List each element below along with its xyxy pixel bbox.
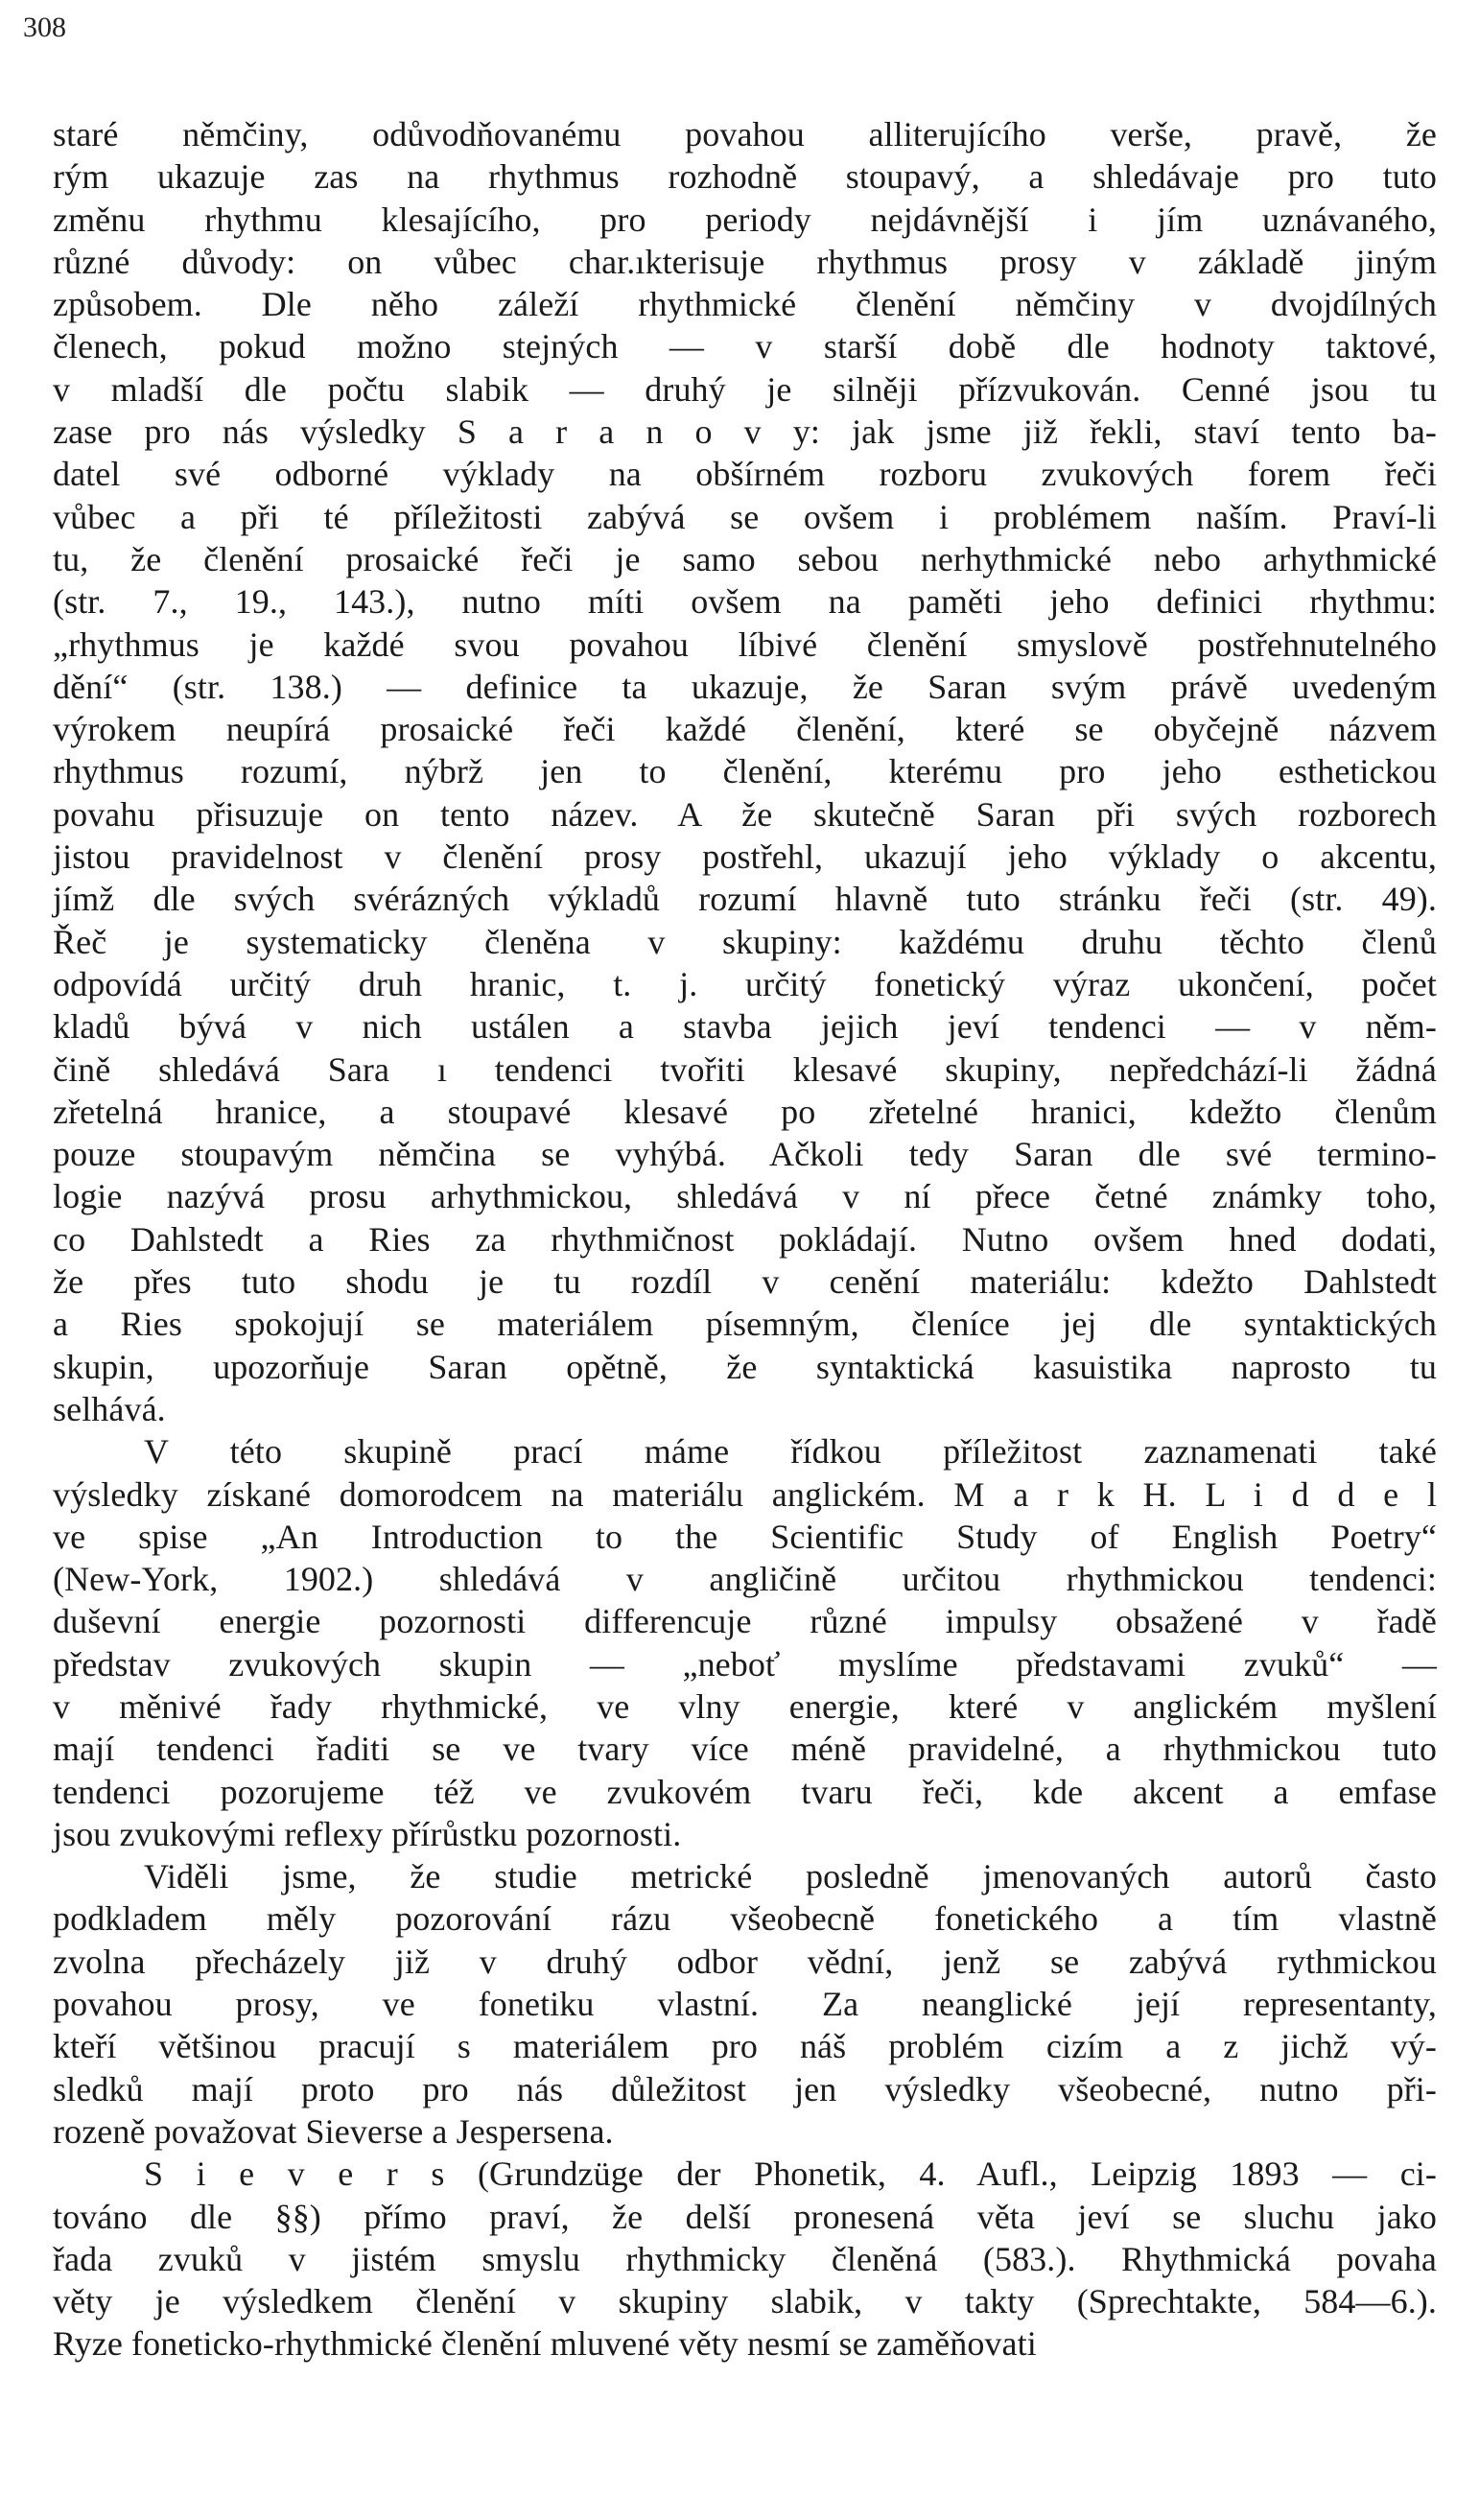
paragraph <box>53 1855 1437 2153</box>
text-line: Ryze foneticko-rhythmické členění mluvené věty nesmí se zaměňovati <box>53 2324 1037 2364</box>
page-number: 308 <box>23 12 66 43</box>
text-line: tu, že členění prosaické řeči je samo sebou nerhythmické nebo arhythmické <box>53 539 1437 578</box>
text-line: kladů bývá v nich ustálen a stavba jejich jeví tendenci — v něm- <box>53 1007 1437 1047</box>
text-line: jsou zvukovými reflexy přírůstku pozornosti. <box>53 1814 682 1853</box>
paragraph <box>53 1430 1437 1855</box>
text-line: výsledky získané domorodcem na materiálu anglickém. M a r k H. L i d d e l <box>53 1474 1437 1514</box>
text-line: staré němčiny, odůvodňovanému povahou alliterujícího verše, pravě, že <box>53 115 1437 153</box>
text-line: rým ukazuje zas na rhythmus rozhodně stoupavý, a shledávaje pro tuto <box>53 157 1437 197</box>
text-line: pouze stoupavým němčina se vyhýbá. Ačkoli tedy Saran dle své termino- <box>53 1135 1437 1174</box>
text-line: dění“ (str. 138.) — definice ta ukazuje, že Saran svým právě uvedeným <box>53 667 1437 706</box>
text-line: datel své odborné výklady na obšírném rozboru zvukových forem řeči <box>53 455 1437 494</box>
text-line: skupin, upozorňuje Saran opětně, že syntaktická kasuistika naprosto tu <box>53 1347 1437 1386</box>
text-line: rozeně považovat Sieverse a Jespersena. <box>53 2111 614 2151</box>
text-line: povahou prosy, ve fonetiku vlastní. Za neanglické její representanty, <box>53 1985 1437 2024</box>
text-line: ve spise „An Introduction to the Scientific Study of English Poetry“ <box>53 1517 1437 1556</box>
text-line: (New-York, 1902.) shledává v angličině určitou rhythmickou tendenci: <box>53 1560 1437 1599</box>
text-line: členech, pokud možno stejných — v starší době dle hodnoty taktové, <box>53 327 1437 366</box>
text-line: „rhythmus je každé svou povahou líbivé členění smyslově postřehnutelného <box>53 624 1437 664</box>
text-line: tendenci pozorujeme též ve zvukovém tvaru řeči, kde akcent a emfase <box>53 1772 1437 1811</box>
text-line: změnu rhythmu klesajícího, pro periody nejdávnější i jím uznávaného, <box>53 200 1437 239</box>
paragraph <box>53 113 1437 1430</box>
text-line: (str. 7., 19., 143.), nutno míti ovšem na paměti jeho definici rhythmu: <box>53 582 1437 622</box>
text-line: povahu přisuzuje on tento název. A že skutečně Saran při svých rozborech <box>53 794 1437 834</box>
text-line: S i e v e r s (Grundzüge der Phonetik, 4. Aufl., Leipzig 1893 — ci- <box>144 2155 1437 2194</box>
text-line: čině shledává Sara ı tendenci tvořiti klesavé skupiny, nepředchází-li žádná <box>53 1049 1437 1089</box>
text-line: a Ries spokojují se materiálem písemným, členíce jej dle syntaktických <box>53 1305 1437 1344</box>
text-line: že přes tuto shodu je tu rozdíl v cenění materiálu: kdežto Dahlstedt <box>53 1262 1437 1302</box>
text-line: mají tendenci řaditi se ve tvary více méně pravidelné, a rhythmickou tuto <box>53 1730 1437 1769</box>
text-line: zřetelná hranice, a stoupavé klesavé po zřetelné hranici, kdežto členům <box>53 1092 1437 1131</box>
text-line: v měnivé řady rhythmické, ve vlny energie, které v anglickém myšlení <box>53 1686 1437 1726</box>
text-line: řada zvuků v jistém smyslu rhythmicky členěná (583.). Rhythmická povaha <box>53 2239 1437 2278</box>
text-line: rhythmus rozumí, nýbrž jen to členění, kterému pro jeho esthetickou <box>53 752 1437 791</box>
paragraph <box>53 2153 1437 2365</box>
text-line: Řeč je systematicky členěna v skupiny: každému druhu těchto členů <box>53 922 1437 961</box>
text-body <box>53 113 1437 2366</box>
text-line: logie nazývá prosu arhythmickou, shledává v ní přece četné známky toho, <box>53 1177 1437 1216</box>
text-line: V této skupině prací máme řídkou příležitost zaznamenati také <box>144 1432 1437 1472</box>
text-line: věty je výsledkem členění v skupiny slabik, v takty (Sprechtakte, 584—6.). <box>53 2282 1437 2321</box>
text-line: podkladem měly pozorování rázu všeobecně fonetického a tím vlastně <box>53 1899 1437 1939</box>
text-line: selhává. <box>53 1389 166 1428</box>
text-line: představ zvukových skupin — „neboť myslíme představami zvuků“ — <box>53 1644 1437 1684</box>
text-line: zase pro nás výsledky S a r a n o v y: jak jsme již řekli, staví tento ba- <box>53 412 1437 452</box>
text-line: v mladší dle počtu slabik — druhý je silněji přízvukován. Cenné jsou tu <box>53 369 1437 409</box>
text-line: jistou pravidelnost v členění prosy postřehl, ukazují jeho výklady o akcentu, <box>53 837 1437 877</box>
text-line: vůbec a při té příležitosti zabývá se ovšem i problémem naším. Praví-li <box>53 497 1437 536</box>
text-line: odpovídá určitý druh hranic, t. j. určitý fonetický výraz ukončení, počet <box>53 964 1437 1003</box>
text-line: Viděli jsme, že studie metrické posledně jmenovaných autorů často <box>144 1857 1437 1896</box>
text-line: kteří většinou pracují s materiálem pro náš problém cizím a z jichž vý- <box>53 2027 1437 2066</box>
text-line: výrokem neupírá prosaické řeči každé členění, které se obyčejně názvem <box>53 710 1437 749</box>
text-line: způsobem. Dle něho záleží rhythmické členění němčiny v dvojdílných <box>53 285 1437 324</box>
text-line: duševní energie pozornosti differencuje různé impulsy obsažené v řadě <box>53 1602 1437 1641</box>
text-line: továno dle §§) přímo praví, že delší pronesená věta jeví se sluchu jako <box>53 2197 1437 2236</box>
text-line: různé důvody: on vůbec char.ıkterisuje rhythmus prosy v základě jiným <box>53 242 1437 281</box>
text-line: jímž dle svých svérázných výkladů rozumí hlavně tuto stránku řeči (str. 49). <box>53 880 1437 919</box>
text-line: zvolna přecházely již v druhý odbor vědní, jenž se zabývá rythmickou <box>53 1942 1437 1981</box>
text-line: sledků mají proto pro nás důležitost jen výsledky všeobecné, nutno při- <box>53 2069 1437 2108</box>
text-line: co Dahlstedt a Ries za rhythmičnost pokládají. Nutno ovšem hned dodati, <box>53 1219 1437 1259</box>
